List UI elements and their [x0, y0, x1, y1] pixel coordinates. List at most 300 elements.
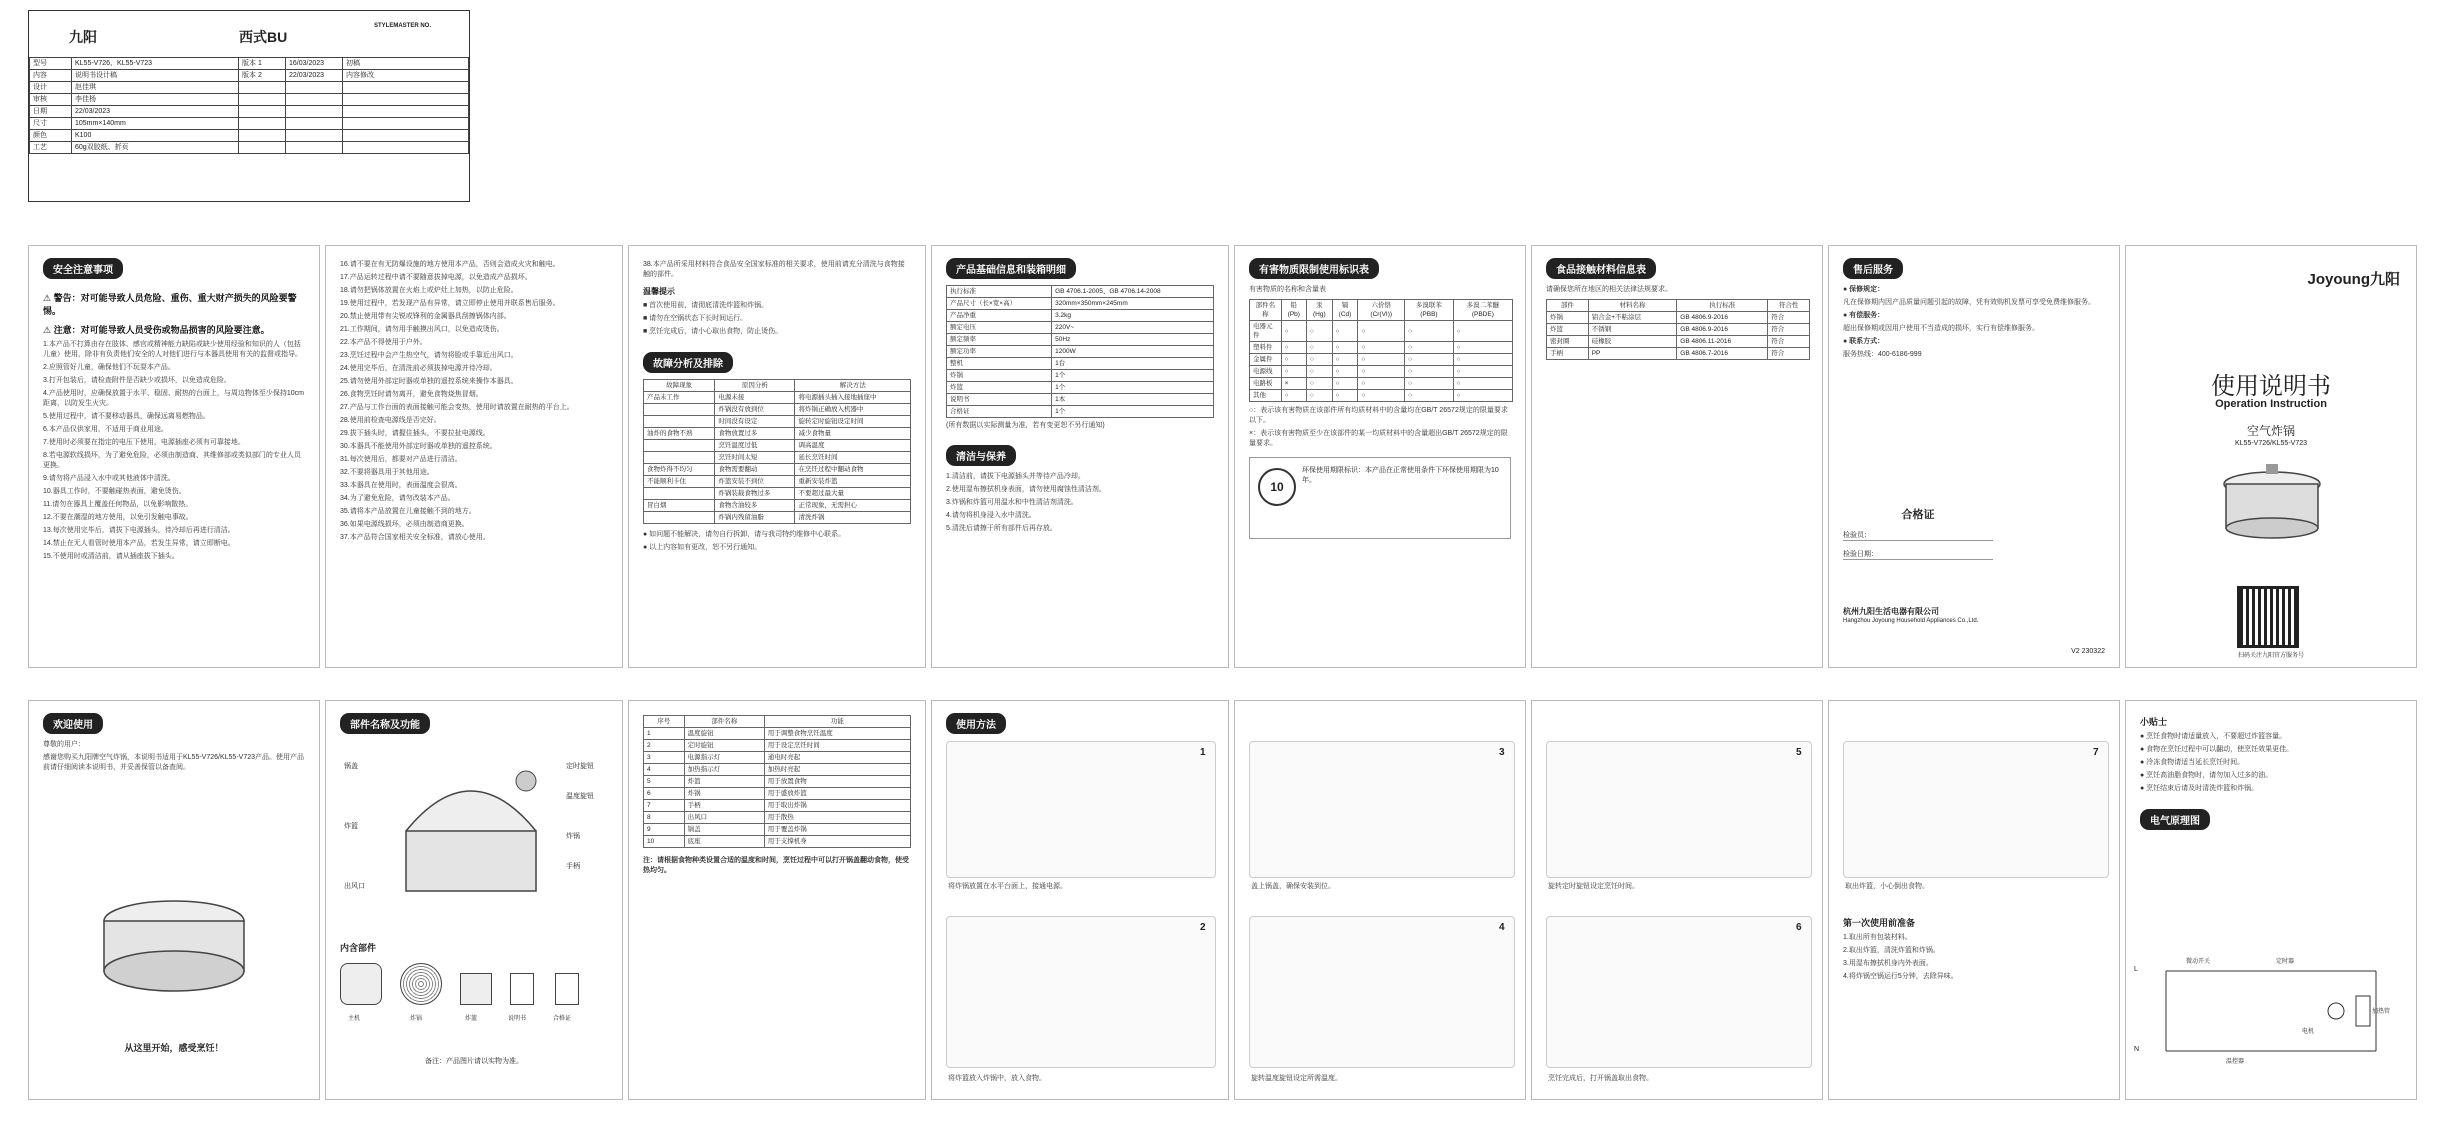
- troubleshoot-table: [643, 379, 911, 524]
- table-row: [947, 370, 1214, 382]
- column-header: 功能: [764, 716, 910, 728]
- step-caption: 将炸篮放入炸锅中，放入食物。: [948, 1075, 1046, 1082]
- table-cell: 用于放置食物: [764, 776, 910, 788]
- list-item: 32.不要将器具用于其他用途。: [340, 469, 434, 476]
- safety-panel: [28, 245, 320, 668]
- table-row: [1250, 390, 1513, 402]
- usage-header: 使用方法: [946, 713, 1006, 734]
- list-item: 2.取出炸篮，清洗炸篮和炸锅。: [1843, 947, 1940, 954]
- materials-header: 食品接触材料信息表: [1546, 258, 1656, 279]
- table-cell: ○: [1405, 342, 1454, 354]
- troubleshoot-notes: [643, 530, 911, 553]
- list-item: 17.产品运转过程中请不要随意拔掉电源，以免造成产品损坏。: [340, 274, 532, 281]
- table-cell: 符合: [1768, 324, 1810, 336]
- table-cell: 减少食物量: [795, 428, 911, 440]
- column-header: 故障现象: [644, 380, 715, 392]
- part-label: 温度旋钮: [566, 793, 594, 800]
- list-item: 27.产品与工作台面的表面接触可能会变热，使用时请放置在耐热的平台上。: [340, 404, 574, 411]
- circuit-label: N: [2134, 1046, 2140, 1053]
- table-cell: 炸锅: [1547, 312, 1589, 324]
- table-cell: 通电时亮起: [764, 752, 910, 764]
- list-item: 2.使用湿布擦拭机身表面，请勿使用腐蚀性清洁剂。: [946, 486, 1106, 493]
- specs-body: [947, 286, 1214, 418]
- step-number: 6: [1796, 922, 1802, 933]
- table-cell: 食物需要翻动: [715, 464, 795, 476]
- row-value: KL55-V726、KL55-V723: [72, 58, 239, 70]
- table-row: [30, 106, 469, 118]
- table-cell: 将炸锅正确放入机器中: [795, 404, 911, 416]
- table-cell: GB 4706.1-2005、GB 4706.14-2008: [1052, 286, 1214, 298]
- table-cell: 1: [644, 728, 685, 740]
- table-row: [947, 310, 1214, 322]
- table-cell: ○: [1306, 342, 1332, 354]
- table-row: [644, 464, 911, 476]
- table-cell: 炸锅没有放到位: [715, 404, 795, 416]
- table-cell: ○: [1453, 342, 1512, 354]
- table-cell: 产品未工作: [644, 392, 715, 404]
- list-item: 12.不要在潮湿的地方使用，以免引发触电事故。: [43, 514, 193, 521]
- list-item: 10.器具工作时，不要触碰热表面，避免烫伤。: [43, 488, 186, 495]
- materials-table: [1546, 299, 1810, 360]
- circuit-label: 电机: [2302, 1029, 2315, 1035]
- table-cell: 清洗炸锅: [795, 512, 911, 524]
- step-illustration: [946, 741, 1216, 878]
- table-cell: [644, 404, 715, 416]
- step-illustration: [1249, 916, 1515, 1068]
- table-cell: 用于盛放炸篮: [764, 788, 910, 800]
- list-item: 21.工作期间，请勿用手触摸出风口，以免造成烫伤。: [340, 326, 504, 333]
- service-text: [1843, 285, 2105, 360]
- table-row: [644, 452, 911, 464]
- table-cell: ○: [1453, 366, 1512, 378]
- table-cell: 说明书: [947, 394, 1052, 406]
- list-item: 23.烹饪过程中会产生热空气，请勿将脸或手靠近出风口。: [340, 352, 518, 359]
- usage-panel-4: [1828, 700, 2120, 1100]
- table-cell: ○: [1453, 390, 1512, 402]
- epup-icon: 10: [1258, 468, 1296, 506]
- step-number: 3: [1499, 747, 1505, 758]
- list-item: 18.请勿把锅体放置在火焰上或炉灶上加热，以防止危险。: [340, 287, 518, 294]
- cleaning-header: 清洁与保养: [946, 445, 1016, 466]
- row-value: 60g双胶纸、折页: [72, 142, 239, 154]
- table-cell: 温度旋钮: [684, 728, 764, 740]
- table-row: [947, 322, 1214, 334]
- table-cell: 炸篮: [684, 776, 764, 788]
- fryer-top-illustration: [89, 881, 259, 1001]
- welcome-header: 欢迎使用: [43, 713, 103, 734]
- buttons-body: [644, 728, 911, 848]
- row-label: 工艺: [30, 142, 72, 154]
- table-cell: 合格证: [947, 406, 1052, 418]
- step-illustration: [1249, 741, 1515, 878]
- list-item: 26.食物烹饪时请勿离开，避免食物烧焦冒烟。: [340, 391, 483, 398]
- welcome-body: 感谢您购买九阳牌空气炸锅，本说明书适用于KL55-V726/KL55-V723产品。使用产品前请仔细阅读本说明书，并妥善保管以备查阅。: [43, 754, 304, 771]
- table-cell: 额定功率: [947, 346, 1052, 358]
- table-cell: 重新安装炸篮: [795, 476, 911, 488]
- column-header: 符合性: [1768, 300, 1810, 312]
- list-item: ■ 烹饪完成后，请小心取出食物，防止烫伤。: [643, 328, 783, 335]
- table-row: [644, 500, 911, 512]
- inner-part: [555, 973, 579, 1005]
- table-cell: 5: [644, 776, 685, 788]
- table-cell: 9: [644, 824, 685, 836]
- table-cell: GB 4806.9-2016: [1677, 324, 1768, 336]
- caution-text: ⚠ 注意：对可能导致人员受伤或物品损害的风险要注意。: [43, 325, 270, 335]
- table-cell: ○: [1332, 378, 1358, 390]
- table-cell: 10: [644, 836, 685, 848]
- service-header: 售后服务: [1843, 258, 1903, 279]
- table-row: [947, 346, 1214, 358]
- list-item: 6.本产品仅供家用，不适用于商业用途。: [43, 426, 168, 433]
- table-cell: 炸锅: [684, 788, 764, 800]
- table-cell: ○: [1281, 321, 1306, 342]
- usage-panel-2: [1234, 700, 1526, 1100]
- inner-part-label: 炸锅: [410, 1016, 423, 1022]
- table-cell: ○: [1281, 342, 1306, 354]
- table-cell: 时间没有设定: [715, 416, 795, 428]
- row-label: 尺寸: [30, 118, 72, 130]
- table-cell: 烹饪时间太短: [715, 452, 795, 464]
- column-header: 序号: [644, 716, 685, 728]
- row-value: 22/03/2023: [72, 106, 239, 118]
- epup-box: [1249, 457, 1511, 539]
- table-cell: ○: [1306, 366, 1332, 378]
- first-use-header: 第一次使用前准备: [1843, 918, 1916, 928]
- list-item: 30.本器具不能使用外部定时器或单独的遥控系统。: [340, 443, 497, 450]
- list-item: 7.使用时必须要在指定的电压下使用，电源插座必须有可靠接地。: [43, 439, 245, 446]
- table-row: [30, 142, 469, 154]
- troubleshoot-header: 故障分析及排除: [643, 352, 733, 373]
- list-item: ● 烹饪食物时请适量放入，不要超过炸篮容量。: [2140, 733, 2287, 740]
- table-cell: 220V~: [1052, 322, 1214, 334]
- tips-list: [2140, 732, 2402, 794]
- tips-panel: [2125, 700, 2417, 1100]
- table-row: [1547, 312, 1810, 324]
- inner-part: [340, 963, 382, 1005]
- inner-part-label: 炸篮: [465, 1016, 478, 1022]
- row-value: 李佳杨: [72, 94, 239, 106]
- usage-panel-1: [931, 700, 1229, 1100]
- table-cell: 电源线: [1250, 366, 1282, 378]
- table-row: [644, 836, 911, 848]
- table-cell: 电源指示灯: [684, 752, 764, 764]
- list-item: 1.本产品不打算由存在肢体、感官或精神能力缺陷或缺少使用经验和知识的人（包括儿童）使用，除非有负责他们安全的人对他们进行与本器具使用有关的监督或指导。: [43, 341, 302, 358]
- service-para: 凡在保修期内因产品质量问题引起的故障，凭有效购机发票可享受免费维修服务。: [1843, 299, 2095, 306]
- list-item: 24.使用完毕后，在清洗前必须拔掉电源并待冷却。: [340, 365, 497, 372]
- table-cell: 冒白烟: [644, 500, 715, 512]
- part-label: 炸篮: [344, 823, 358, 830]
- list-item: 37.本产品符合国家相关安全标准，请放心使用。: [340, 534, 490, 541]
- table-cell: ○: [1332, 342, 1358, 354]
- list-item: 34.为了避免危险，请勿改装本产品。: [340, 495, 455, 502]
- table-cell: 密封圈: [1547, 336, 1589, 348]
- table-row: [947, 286, 1214, 298]
- circuit-label: 加热管: [2372, 1009, 2391, 1015]
- table-cell: 用于取出炸锅: [764, 800, 910, 812]
- list-item: 1.清洁前，请拔下电源插头并等待产品冷却。: [946, 473, 1085, 480]
- table-row: [1547, 336, 1810, 348]
- row-label: 型号: [30, 58, 72, 70]
- cert-row: 检验员：: [1843, 530, 1993, 541]
- table-row: [644, 764, 911, 776]
- list-item: 15.不使用时或清洁前，请从插座拔下插头。: [43, 553, 179, 560]
- list-item: 3.用湿布擦拭机身内外表面。: [1843, 960, 1933, 967]
- column-header: 铅(Pb): [1281, 300, 1306, 321]
- list-item: ■ 请勿在空锅状态下长时间运行。: [643, 315, 748, 322]
- column-header: 部件名称: [684, 716, 764, 728]
- table-row: [644, 476, 911, 488]
- table-cell: 锅盖: [684, 824, 764, 836]
- qr-code: [2237, 586, 2299, 648]
- table-cell: [644, 416, 715, 428]
- warning-text: ⚠ 警告：对可能导致人员危险、重伤、重大财产损失的风险要警惕。: [43, 293, 297, 316]
- list-item: 20.禁止使用带有尖锐或锋利的金属器具刮擦锅体内部。: [340, 313, 511, 320]
- row-label: 日期: [30, 106, 72, 118]
- materials-panel: [1531, 245, 1823, 668]
- table-cell: ○: [1358, 390, 1405, 402]
- table-cell: 电源未接: [715, 392, 795, 404]
- column-header: 镉(Cd): [1332, 300, 1358, 321]
- table-cell: 手柄: [1547, 348, 1589, 360]
- troubleshoot-panel: [628, 245, 926, 668]
- column-header: 六价铬(Cr(VI)): [1358, 300, 1405, 321]
- step-caption: 烹饪完成后，打开锅盖取出食物。: [1548, 1075, 1653, 1082]
- table-cell: 1个: [1052, 382, 1214, 394]
- list-item: 14.禁止在无人看管时使用本产品，若发生异常，请立即断电。: [43, 540, 235, 547]
- table-cell: 1个: [1052, 406, 1214, 418]
- table-row: [644, 728, 911, 740]
- hazard-body: [1250, 321, 1513, 402]
- list-item: 4.将炸锅空锅运行5分钟，去除异味。: [1843, 973, 1958, 980]
- table-cell: 1个: [1052, 370, 1214, 382]
- row-value: K100: [72, 130, 239, 142]
- certificate-title: 合格证: [1901, 509, 1935, 521]
- list-item: 13.每次使用完毕后，请拔下电源插头，待冷却后再进行清洁。: [43, 527, 235, 534]
- welcome-slogan: 从这里开始，感受烹饪！: [124, 1043, 224, 1053]
- table-cell: ○: [1332, 390, 1358, 402]
- safety-header: 安全注意事项: [43, 258, 123, 279]
- table-cell: ○: [1332, 354, 1358, 366]
- tips-header: 温馨提示: [643, 287, 675, 296]
- table-cell: 3.2kg: [1052, 310, 1214, 322]
- part-label: 出风口: [344, 883, 365, 890]
- table-cell: 额定电压: [947, 322, 1052, 334]
- cert-row: 检验日期：: [1843, 549, 1993, 560]
- title-info-table: [29, 57, 469, 154]
- table-row: [30, 94, 469, 106]
- table-cell: 在烹饪过程中翻动食物: [795, 464, 911, 476]
- materials-body: [1547, 312, 1810, 360]
- table-cell: 电路板: [1250, 378, 1282, 390]
- version-date: 16/03/2023: [286, 58, 343, 70]
- table-row: [644, 416, 911, 428]
- version-label: 版本 2: [239, 70, 286, 82]
- table-cell: ○: [1281, 390, 1306, 402]
- table-cell: 用于支撑机身: [764, 836, 910, 848]
- specs-table: [946, 285, 1214, 418]
- bu-name: 西式BU: [239, 29, 288, 45]
- part-label: 定时旋钮: [566, 763, 594, 770]
- table-row: [1547, 324, 1810, 336]
- table-row: [30, 130, 469, 142]
- table-cell: ○: [1358, 354, 1405, 366]
- version-note: 内容修改: [343, 70, 469, 82]
- table-cell: 炸锅: [947, 370, 1052, 382]
- list-item: 9.请勿将产品浸入水中或其他液体中清洗。: [43, 475, 175, 482]
- table-cell: 符合: [1768, 336, 1810, 348]
- list-item: 33.本器具在使用时，表面温度会很高。: [340, 482, 462, 489]
- air-fryer-illustration: [2212, 456, 2332, 546]
- table-cell: [644, 512, 715, 524]
- table-cell: ○: [1281, 354, 1306, 366]
- list-item: 5.使用过程中，请不要移动器具，确保远离易燃物品。: [43, 413, 210, 420]
- materials-intro: 请确保您所在地区的相关法律法规要求。: [1546, 286, 1672, 293]
- table-cell: ○: [1405, 378, 1454, 390]
- list-item: ● 食物在烹饪过程中可以翻动，使烹饪效果更佳。: [2140, 746, 2294, 753]
- list-item: 35.请将本产品放置在儿童接触不到的地方。: [340, 508, 476, 515]
- hazard-head-row: [1250, 300, 1513, 321]
- cover-logo: Joyoung九阳: [2307, 271, 2400, 288]
- row-label: 内容: [30, 70, 72, 82]
- service-para: 超出保修期或因用户使用不当造成的损坏，实行有偿维修服务。: [1843, 325, 2039, 332]
- parts-header: 部件名称及功能: [340, 713, 430, 734]
- qr-note: 扫码关注九阳官方服务号: [2237, 653, 2304, 659]
- list-item: ● 烹饪结束后请及时清洗炸篮和炸锅。: [2140, 785, 2259, 792]
- welcome-text: [43, 740, 305, 773]
- table-row: [30, 70, 469, 82]
- table-cell: 额定频率: [947, 334, 1052, 346]
- list-item: 8.若电源软线损坏，为了避免危险，必须由制造商、其维修部或类似部门的专业人员更换。: [43, 452, 301, 469]
- buttons-note: 注：请根据食物种类设置合适的温度和时间，烹饪过程中可以打开锅盖翻动食物，使受热均匀。: [643, 857, 909, 874]
- table-cell: 电器元件: [1250, 321, 1282, 342]
- row-value: 赵佳琪: [72, 82, 239, 94]
- table-cell: PP: [1588, 348, 1677, 360]
- table-row: [644, 392, 911, 404]
- list-item: 31.每次使用后，都要对产品进行清洁。: [340, 456, 462, 463]
- table-cell: 炸锅装载食物过多: [715, 488, 795, 500]
- table-cell: ○: [1405, 354, 1454, 366]
- list-item: 11.请勿在器具上覆盖任何物品，以免影响散热。: [43, 501, 193, 508]
- inner-parts-row: [340, 963, 610, 1033]
- table-row: [1250, 321, 1513, 342]
- column-header: 多溴联苯(PBB): [1405, 300, 1454, 321]
- step-illustration: [946, 916, 1216, 1068]
- table-cell: ×: [1281, 378, 1306, 390]
- table-row: [644, 428, 911, 440]
- table-row: [947, 406, 1214, 418]
- table-cell: ○: [1453, 321, 1512, 342]
- table-cell: 1本: [1052, 394, 1214, 406]
- table-row: [644, 440, 911, 452]
- circuit-label: 温控器: [2226, 1059, 2245, 1065]
- list-item: 16.请不要在有无防爆设施的地方使用本产品，否则会造成火灾和触电。: [340, 261, 560, 268]
- circuit-diagram: [2146, 951, 2396, 1071]
- table-cell: ○: [1358, 378, 1405, 390]
- buttons-panel: [628, 700, 926, 1100]
- table-cell: 7: [644, 800, 685, 812]
- table-cell: ○: [1306, 321, 1332, 342]
- table-row: [947, 394, 1214, 406]
- table-cell: 加热时亮起: [764, 764, 910, 776]
- list-item: ● 冷冻食物请适当延长烹饪时间。: [2140, 759, 2245, 766]
- table-cell: 硅橡胶: [1588, 336, 1677, 348]
- circuit-header: 电气原理图: [2140, 809, 2210, 830]
- row-label: 审核: [30, 94, 72, 106]
- buttons-table: [643, 715, 911, 848]
- table-cell: 延长烹饪时间: [795, 452, 911, 464]
- list-item: 19.使用过程中，若发现产品有异常，请立即停止使用并联系售后服务。: [340, 300, 560, 307]
- list-item: ×：表示该有害物质至少在该部件的某一均质材料中的含量超出GB/T 26572规定的限量要求。: [1249, 430, 1508, 447]
- table-row: [1547, 348, 1810, 360]
- table-cell: 加热指示灯: [684, 764, 764, 776]
- row-value: 说明书设计稿: [72, 70, 239, 82]
- service-sub: ● 保修规定：: [1843, 286, 1885, 293]
- table-cell: 50Hz: [1052, 334, 1214, 346]
- service-sub: ● 联系方式：: [1843, 338, 1885, 345]
- table-cell: 4: [644, 764, 685, 776]
- list-item: ● 如问题不能解决，请勿自行拆卸，请与我司特约维修中心联系。: [643, 531, 846, 538]
- table-row: [644, 800, 911, 812]
- list-item: 3.打开包装后，请检查附件是否缺少或损坏，以免造成危险。: [43, 377, 231, 384]
- column-header: 执行标准: [1677, 300, 1768, 312]
- table-row: [1250, 342, 1513, 354]
- table-cell: ○: [1405, 366, 1454, 378]
- service-sub: ● 有偿服务：: [1843, 312, 1885, 319]
- table-cell: 符合: [1768, 348, 1810, 360]
- inner-part: [460, 973, 492, 1005]
- table-cell: 定时旋钮: [684, 740, 764, 752]
- welcome-panel: [28, 700, 320, 1100]
- table-row: [1250, 366, 1513, 378]
- brand-name: 九阳: [69, 29, 97, 45]
- table-cell: 炸篮安装不到位: [715, 476, 795, 488]
- row-value: 105mm×140mm: [72, 118, 239, 130]
- step-number: 7: [2093, 747, 2099, 758]
- table-cell: 食物放置过多: [715, 428, 795, 440]
- circuit-label: L: [2134, 966, 2138, 973]
- table-cell: ○: [1453, 378, 1512, 390]
- table-cell: 炸篮: [947, 382, 1052, 394]
- table-row: [30, 118, 469, 130]
- table-row: [644, 404, 911, 416]
- table-cell: 出风口: [684, 812, 764, 824]
- hazard-header: 有害物质限制使用标识表: [1249, 258, 1379, 279]
- table-row: [644, 752, 911, 764]
- table-row: [947, 382, 1214, 394]
- table-row: [644, 740, 911, 752]
- table-cell: ○: [1405, 390, 1454, 402]
- list-item: 1.取出所有包装材料。: [1843, 934, 1912, 941]
- table-cell: ○: [1306, 378, 1332, 390]
- table-cell: 不要超过最大量: [795, 488, 911, 500]
- table-cell: 炸锅内残留油脂: [715, 512, 795, 524]
- table-cell: 用于调整食物烹饪温度: [764, 728, 910, 740]
- row-label: 设计: [30, 82, 72, 94]
- table-cell: 6: [644, 788, 685, 800]
- table-cell: 2: [644, 740, 685, 752]
- table-cell: ○: [1358, 321, 1405, 342]
- table-cell: [644, 488, 715, 500]
- table-row: [1250, 378, 1513, 390]
- company-name-en: Hangzhou Joyoung Household Appliances Co.,Ltd.: [1843, 618, 1979, 624]
- step-illustration: [1546, 916, 1812, 1068]
- table-cell: ○: [1306, 354, 1332, 366]
- list-item: 28.使用前检查电源线是否完好。: [340, 417, 441, 424]
- parts-illustration: [386, 741, 556, 911]
- table-cell: 产品净重: [947, 310, 1052, 322]
- table-cell: 产品尺寸（长×宽×高）: [947, 298, 1052, 310]
- version-note: 初稿: [343, 58, 469, 70]
